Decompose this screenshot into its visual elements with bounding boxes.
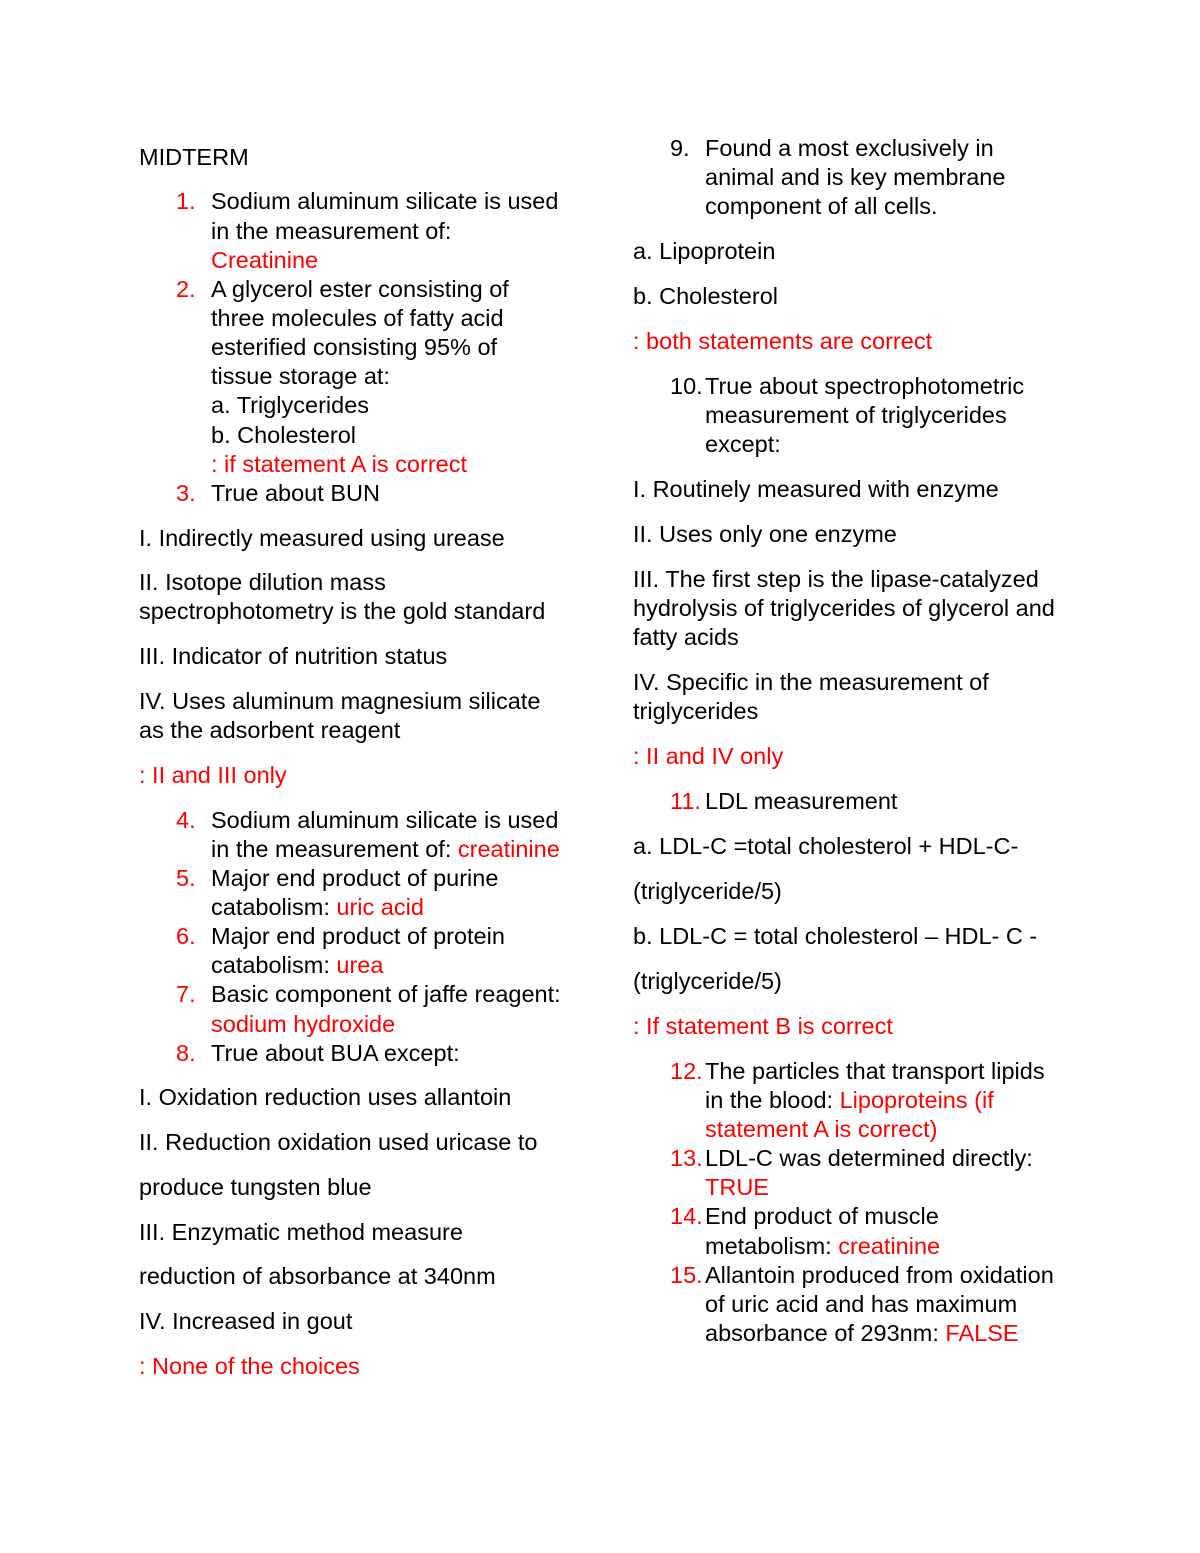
question-12-text-line [705,1086,1173,1115]
statement-line: III. Indicator of nutrition status [139,643,448,670]
question-7 [139,980,619,1038]
question-2-text-line: A glycerol ester consisting of [211,275,509,302]
question-5-text: catabolism: [211,893,337,920]
question-3 [139,479,619,508]
question-13-number: 13. [670,1145,703,1172]
question-8-statement-ii-cont [139,1173,619,1202]
statement-line: II. Isotope dilution mass [139,569,386,596]
question-5-text-line [211,893,619,922]
question-14-number: 14. [670,1203,703,1230]
question-11 [633,787,1173,816]
question-14-text-line [705,1232,1173,1261]
question-4-text-line [211,835,619,864]
question-9-choice-a [633,237,1173,266]
question-7-text-line: Basic component of jaffe reagent: [211,981,561,1008]
question-2-choice-b: b. Cholesterol [211,421,356,448]
question-5-text-line: Major end product of purine [211,864,499,891]
statement-line: I. Oxidation reduction uses allantoin [139,1084,512,1111]
statement-line: hydrolysis of triglycerides of glycerol and [633,594,1055,621]
question-3-answer-paragraph [139,761,619,790]
question-10-text-line: except: [705,431,781,457]
question-list-11 [633,787,1173,816]
question-list-10 [633,372,1173,459]
question-3-statement-iv [139,687,619,745]
question-11-choice-b [633,922,1173,951]
left-column [139,143,619,1397]
question-7-number: 7. [176,981,196,1008]
question-7-answer: sodium hydroxide [211,1010,396,1037]
question-4-answer: creatinine [457,835,560,862]
statement-line: as the adsorbent reagent [139,717,401,744]
choice-line: a. LDL-C =total cholesterol + HDL-C- [633,832,1019,859]
question-8-statement-ii [139,1128,619,1157]
question-1-text-line: Sodium aluminum silicate is used [211,188,559,215]
question-12-answer-cont: statement A is correct) [705,1115,938,1142]
question-11-choice-a-cont [633,877,1173,906]
question-5-number: 5. [176,864,196,891]
statement-line: I. Indirectly measured using urease [139,524,505,551]
question-8-statement-iii [139,1218,619,1247]
statement-line: III. The first step is the lipase-catalyzed [633,565,1039,592]
question-4-text: in the measurement of: [211,835,458,862]
right-column [633,134,1173,1364]
question-9-number: 9. [670,134,690,161]
question-11-choice-a [633,832,1173,861]
choice-line: b. LDL-C = total cholesterol – HDL- C - [633,922,1038,949]
question-4-number: 4. [176,806,196,833]
question-1-answer: Creatinine [211,246,319,273]
question-2-answer: : if statement A is correct [211,450,467,477]
question-list-1-3 [139,187,619,508]
choice-line: (triglyceride/5) [633,967,782,994]
statement-line: fatty acids [633,624,739,651]
question-list-12-15 [633,1057,1173,1348]
question-13 [633,1144,1173,1202]
question-12-answer: Lipoproteins (if [839,1086,994,1113]
statement-line: triglycerides [633,698,759,725]
question-15-text-line [705,1319,1173,1348]
question-8-number: 8. [176,1039,196,1066]
question-10-statement-i [633,475,1173,504]
question-6-text-line [211,951,619,980]
question-12-text: in the blood: [705,1086,840,1113]
question-6-answer: urea [336,952,384,979]
question-6-text-line: Major end product of protein [211,923,505,950]
statement-line: reduction of absorbance at 340nm [139,1263,496,1290]
question-2-text-line: three molecules of fatty acid [211,304,504,331]
question-10-answer-paragraph [633,742,1173,771]
question-15-number: 15. [670,1261,703,1288]
question-3-text-line: True about BUN [211,479,380,506]
page-title: MIDTERM [139,143,249,170]
choice-line: b. Cholesterol [633,282,778,309]
statement-line: II. Uses only one enzyme [633,520,897,547]
question-9 [633,134,1173,221]
statement-line: III. Enzymatic method measure [139,1218,463,1245]
statement-line: IV. Increased in gout [139,1308,353,1335]
question-4-text-line: Sodium aluminum silicate is used [211,806,559,833]
statement-line: spectrophotometry is the gold standard [139,598,546,625]
question-5-answer: uric acid [336,893,424,920]
question-10-statement-iii [633,565,1173,652]
question-3-statement-iii [139,642,619,671]
question-3-answer: : II and III only [139,761,287,788]
statement-line: IV. Specific in the measurement of [633,669,989,696]
choice-line: a. Lipoprotein [633,237,776,264]
question-9-text-line: Found a most exclusively in [705,134,994,161]
question-14 [633,1202,1173,1260]
statement-line: IV. Uses aluminum magnesium silicate [139,687,541,714]
question-8-text-line: True about BUA except: [211,1039,460,1066]
question-1 [139,187,619,274]
question-8-answer-paragraph [139,1352,619,1381]
question-2-text-line: tissue storage at: [211,363,390,390]
question-14-text: metabolism: [705,1232,839,1259]
question-14-answer: creatinine [838,1232,941,1259]
question-15 [633,1261,1173,1348]
question-15-text: absorbance of 293nm: [705,1319,946,1346]
question-12 [633,1057,1173,1144]
statement-line: I. Routinely measured with enzyme [633,475,999,502]
question-1-number: 1. [176,188,196,215]
question-14-text-line: End product of muscle [705,1203,939,1230]
question-11-text-line: LDL measurement [705,788,898,815]
question-12-text-line: The particles that transport lipids [705,1057,1045,1084]
question-10-number: 10. [670,372,703,399]
question-11-choice-b-cont [633,967,1173,996]
question-3-statement-ii [139,568,619,626]
question-1-text-line: in the measurement of: [211,217,452,244]
question-9-choice-b [633,282,1173,311]
statement-line: II. Reduction oxidation used uricase to [139,1129,538,1156]
question-11-answer-paragraph [633,1012,1173,1041]
question-9-answer: : both statements are correct [633,327,933,354]
question-8 [139,1039,619,1068]
title-paragraph [139,143,619,172]
question-2-text-line: esterified consisting 95% of [211,334,498,361]
question-2-choice-a: a. Triglycerides [211,392,370,419]
question-10 [633,372,1173,459]
question-10-text-line: measurement of triglycerides [705,401,1007,428]
question-9-text-line: animal and is key membrane [705,163,1006,190]
question-list-9 [633,134,1173,221]
question-2 [139,275,619,479]
question-8-statement-i [139,1083,619,1112]
question-15-text-line: of uric acid and has maximum [705,1290,1018,1317]
question-11-answer: : If statement B is correct [633,1012,893,1039]
question-9-text-line: component of all cells. [705,192,938,219]
question-3-number: 3. [176,479,196,506]
question-6 [139,922,619,980]
question-3-statement-i [139,524,619,553]
question-12-number: 12. [670,1057,703,1084]
statement-line: produce tungsten blue [139,1173,372,1200]
choice-line: (triglyceride/5) [633,877,782,904]
question-8-answer: : None of the choices [139,1352,360,1379]
question-5 [139,864,619,922]
question-2-number: 2. [176,275,196,302]
question-8-statement-iii-cont [139,1262,619,1291]
question-10-text-line: True about spectrophotometric [705,372,1025,399]
question-15-text-line: Allantoin produced from oxidation [705,1261,1054,1288]
question-6-text: catabolism: [211,952,337,979]
question-6-number: 6. [176,923,196,950]
question-11-number: 11. [670,788,701,815]
question-13-text-line: LDL-C was determined directly: [705,1145,1033,1172]
question-8-statement-iv [139,1307,619,1336]
question-list-4-8 [139,806,619,1068]
question-9-answer-paragraph [633,327,1173,356]
question-10-statement-iv [633,668,1173,726]
question-13-answer: TRUE [705,1174,769,1201]
question-10-statement-ii [633,520,1173,549]
question-10-answer: : II and IV only [633,743,784,770]
question-15-answer: FALSE [945,1319,1019,1346]
question-4 [139,806,619,864]
